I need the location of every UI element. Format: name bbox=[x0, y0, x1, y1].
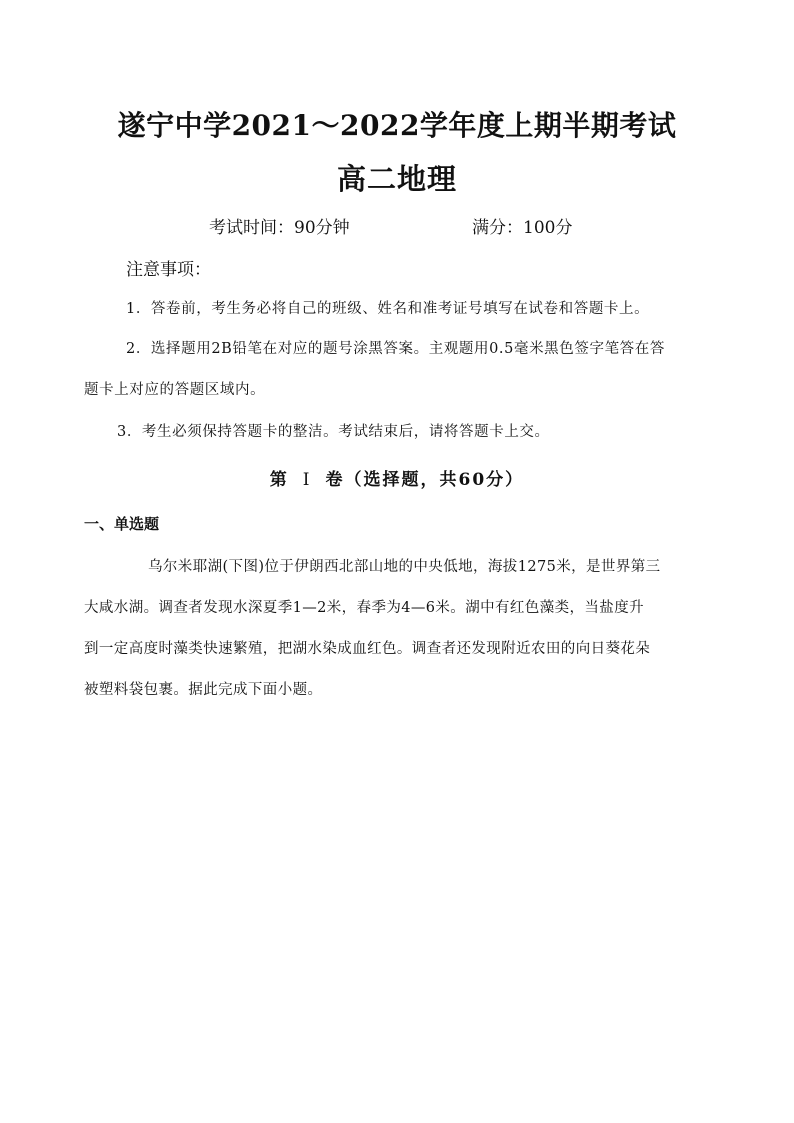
exam-time: 考试时间：90分钟 bbox=[209, 218, 350, 238]
note-line: 1．答卷前，考生务必将自己的班级、姓名和准考证号填写在试卷和答题卡上。 bbox=[126, 301, 650, 317]
passage-line: 被塑料袋包裹。据此完成下面小题。 bbox=[84, 682, 323, 698]
note-line: 2．选择题用2B铅笔在对应的题号涂黑答案。主观题用0.5毫米黑色签字笔答在答 bbox=[126, 341, 665, 357]
exam-title: 遂宁中学2021～2022学年度上期半期考试 bbox=[117, 109, 677, 142]
exam-subject: 高二地理 bbox=[336, 162, 457, 196]
full-score: 满分：100分 bbox=[472, 218, 573, 238]
note-line: 3．考生必须保持答题卡的整洁。考试结束后，请将答题卡上交。 bbox=[117, 424, 550, 440]
passage-line: 到一定高度时藻类快速繁殖，把湖水染成血红色。调查者还发现附近农田的向日葵花朵 bbox=[84, 641, 651, 657]
section-title bbox=[0, 465, 794, 490]
note-line: 题卡上对应的答题区域内。 bbox=[84, 382, 266, 398]
passage-line: 乌尔米耶湖(下图)位于伊朗西北部山地的中央低地，海拔1275米，是世界第三 bbox=[148, 559, 661, 575]
question-type-heading: 一、单选题 bbox=[84, 515, 160, 533]
passage-line: 大咸水湖。调查者发现水深夏季1—2米，春季为4—6米。湖中有红色藻类，当盐度升 bbox=[84, 600, 644, 616]
section-suffix: 卷（选择题，共60分） bbox=[325, 470, 525, 490]
notes-heading: 注意事项： bbox=[126, 260, 211, 280]
section-roman-numeral: Ⅰ bbox=[302, 470, 312, 490]
section-prefix: 第 bbox=[269, 470, 289, 490]
